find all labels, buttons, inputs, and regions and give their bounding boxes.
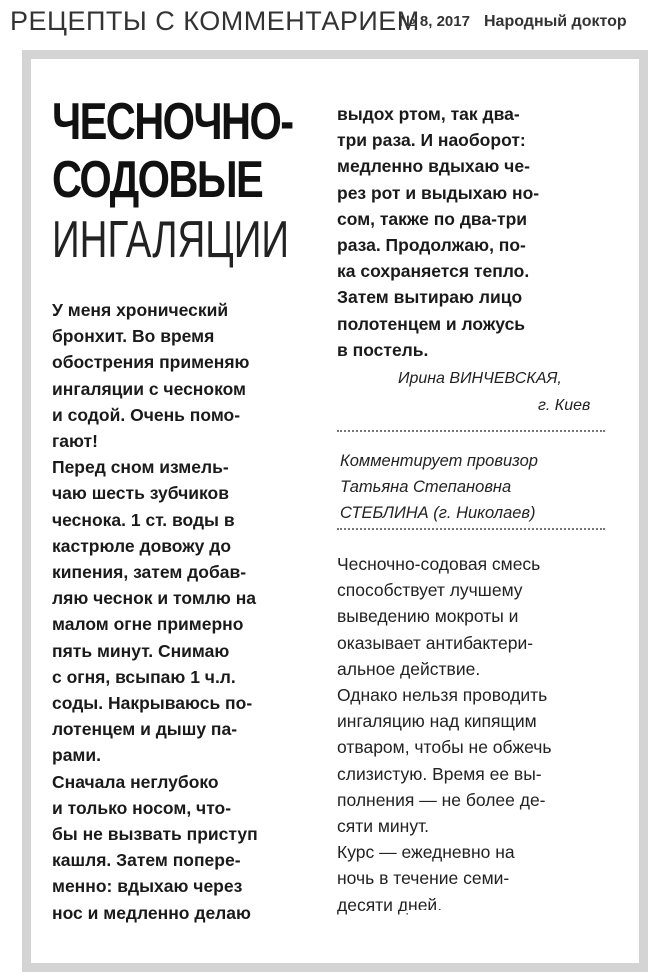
- text-line: полнения — не более де-: [337, 789, 546, 810]
- publication-name: Народный доктор: [484, 13, 627, 30]
- text-line: кастрюле довожу до: [52, 535, 232, 556]
- text-line: чеснока. 1 ст. воды в: [52, 509, 235, 530]
- page-header: [0, 0, 660, 44]
- comment-body: [337, 551, 551, 918]
- text-line: ингаляцию над кипящим: [337, 711, 537, 732]
- watermark: [402, 910, 624, 961]
- text-line: малом огне примерно: [52, 614, 244, 635]
- text-line: лотенцем и дышу па-: [52, 719, 238, 740]
- text-line: Комментирует провизор: [340, 452, 538, 470]
- text-line: три раза. И наоборот:: [337, 130, 526, 151]
- text-line: медленно вдыхаю че-: [337, 156, 530, 177]
- text-line: альное действие.: [337, 658, 481, 679]
- watermark-text: postila.ru: [452, 911, 625, 960]
- text-line: гают!: [52, 431, 98, 452]
- text-line: ка сохраняется тепло.: [337, 261, 530, 282]
- text-line: раза. Продолжаю, по-: [337, 235, 526, 256]
- text-line: и только носом, что-: [52, 797, 232, 818]
- text-line: ляю чеснок и томлю на: [52, 588, 257, 609]
- title-line-2: СОДОВЫЕ: [52, 151, 263, 209]
- title-line-3: ИНГАЛЯЦИИ: [52, 211, 290, 269]
- text-line: Сначала неглубоко: [52, 771, 219, 792]
- text-line: Татьяна Степановна: [340, 478, 512, 496]
- text-line: У меня хронический: [52, 300, 229, 320]
- text-line: кипения, затем добав-: [52, 562, 247, 583]
- text-line: Курс — ежедневно на: [337, 842, 515, 863]
- text-line: соды. Накрываюсь по-: [52, 693, 253, 714]
- text-line: Затем вытираю лицо: [337, 287, 523, 308]
- author-city: г. Киев: [538, 397, 591, 414]
- text-line: рами.: [52, 745, 101, 766]
- text-line: чаю шесть зубчиков: [52, 483, 229, 504]
- text-line: Перед сном измель-: [52, 457, 229, 478]
- dotted-divider: [337, 430, 605, 432]
- postila-logo-icon: [402, 910, 448, 956]
- text-line: отваром, чтобы не обжечь: [337, 737, 552, 758]
- text-line: обострения применяю: [52, 352, 250, 373]
- text-line: полотенцем и ложусь: [337, 313, 526, 334]
- comment-intro: [340, 448, 538, 526]
- text-line: ингаляции с чесноком: [52, 378, 246, 399]
- text-line: десяти дней.: [337, 894, 443, 915]
- text-line: сяти минут.: [337, 816, 430, 837]
- text-line: выдох ртом, так два-: [337, 104, 520, 124]
- text-line: слизистую. Время ее вы-: [337, 763, 542, 784]
- article-title: [52, 93, 372, 269]
- text-line: в постель.: [337, 339, 429, 360]
- text-line: Чесночно-содовая смесь: [337, 554, 541, 574]
- text-line: способствует лучшему: [337, 580, 523, 601]
- text-line: Однако нельзя проводить: [337, 685, 548, 706]
- issue-number: № 8, 2017: [399, 13, 470, 30]
- text-line: выведению мокроты и: [337, 606, 519, 627]
- text-line: менно: вдыхаю через: [52, 876, 243, 897]
- text-line: с огня, всыпаю 1 ч.л.: [52, 666, 236, 687]
- author-name: Ирина ВИНЧЕВСКАЯ,: [398, 370, 562, 387]
- text-line: сом, также по два-три: [337, 208, 528, 229]
- text-line: бы не вызвать приступ: [52, 824, 258, 845]
- left-column-text: [52, 297, 258, 926]
- right-column-text: [337, 101, 539, 363]
- text-line: пять минут. Снимаю: [52, 640, 230, 661]
- dotted-divider: [337, 528, 605, 530]
- text-line: бронхит. Во время: [52, 326, 215, 347]
- text-line: кашля. Затем попере-: [52, 850, 241, 871]
- text-line: нос и медленно делаю: [52, 902, 251, 923]
- text-line: СТЕБЛИНА (г. Николаев): [340, 504, 536, 522]
- text-line: и содой. Очень помо-: [52, 404, 241, 425]
- text-line: рез рот и выдыхаю но-: [337, 182, 540, 203]
- section-title: РЕЦЕПТЫ С КОММЕНТАРИЕМ: [10, 6, 420, 36]
- text-line: ночь в течение семи-: [337, 868, 510, 889]
- title-line-1: ЧЕСНОЧНО-: [52, 93, 293, 151]
- text-line: оказывает антибактери-: [337, 632, 534, 653]
